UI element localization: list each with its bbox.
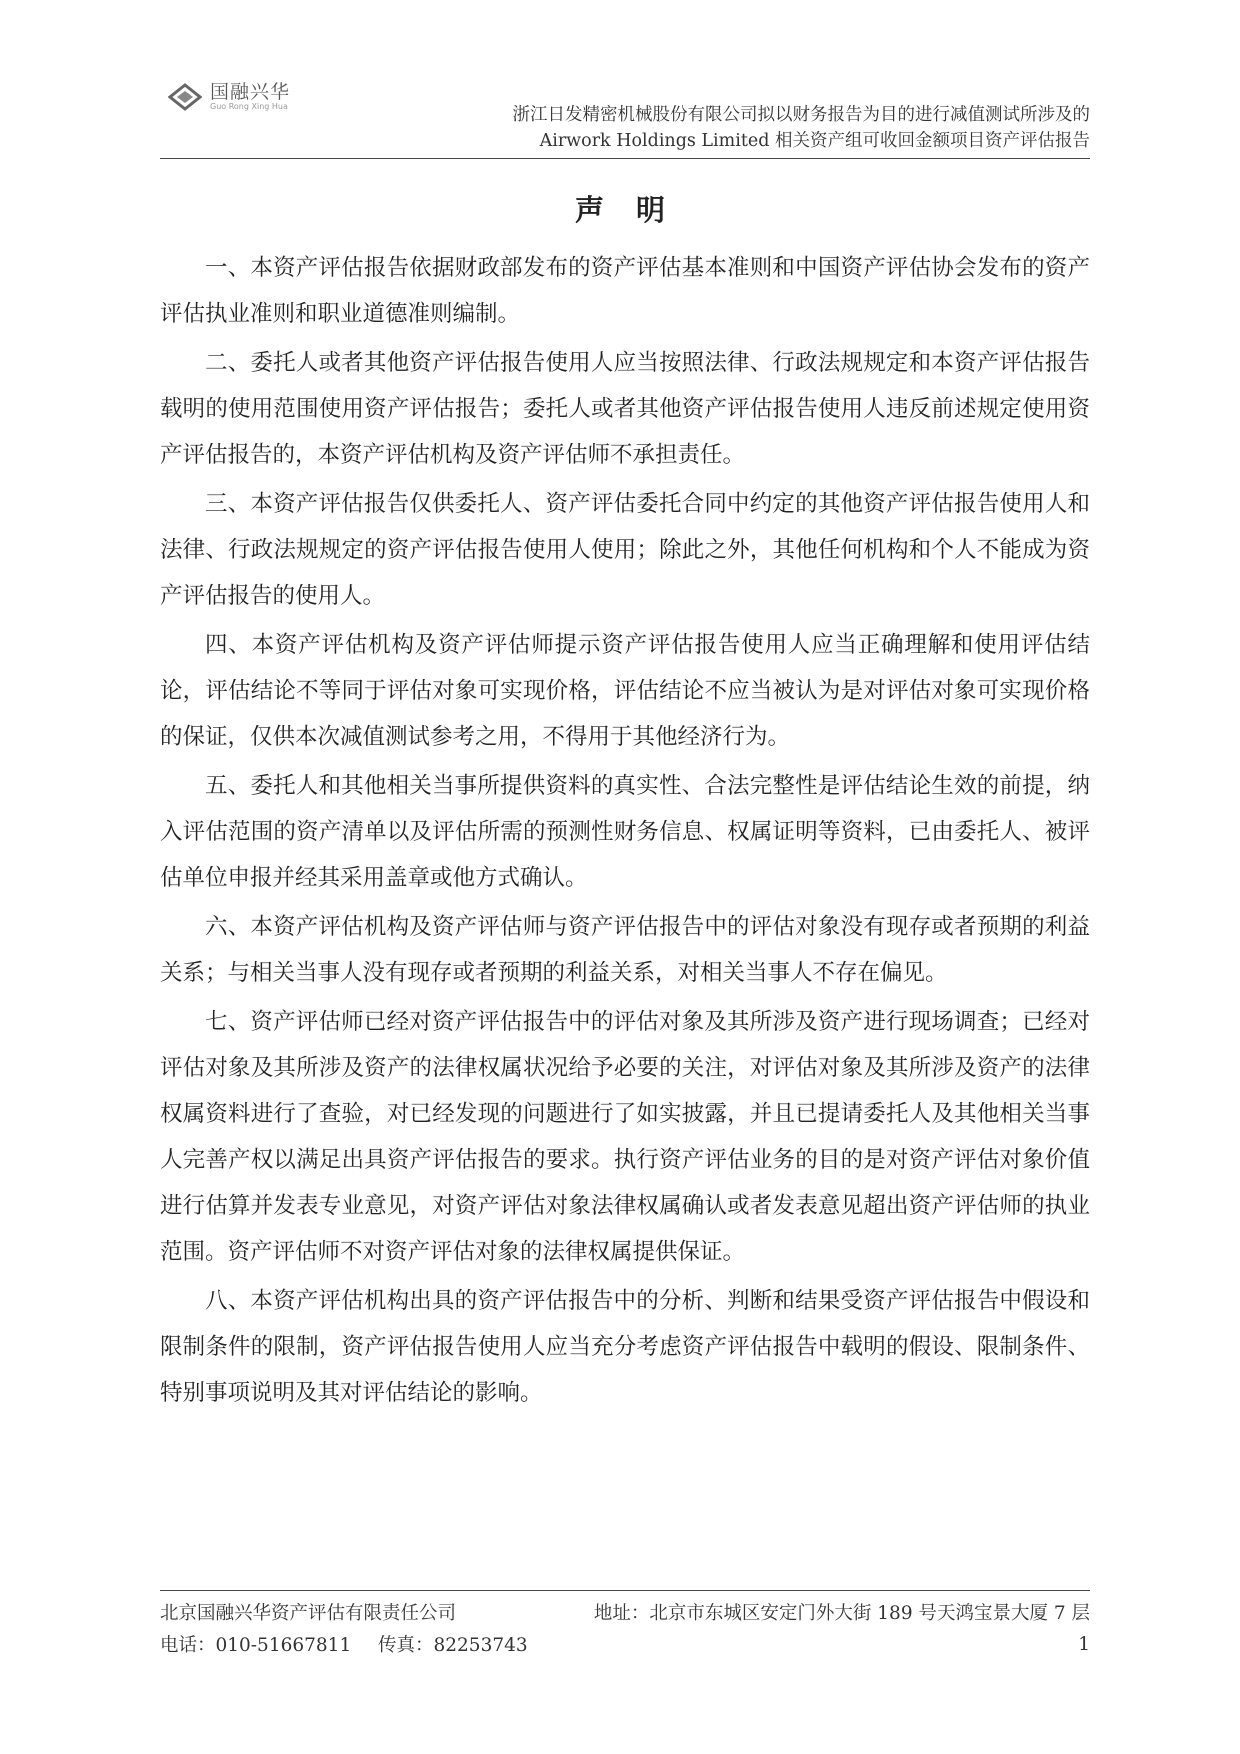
statement-paragraph: 一、本资产评估报告依据财政部发布的资产评估基本准则和中国资产评估协会发布的资产评估执业准则和职业道德准则编制。 (160, 255, 1090, 327)
report-header (513, 102, 1091, 154)
statement-paragraph: 二、委托人或者其他资产评估报告使用人应当按照法律、行政法规规定和本资产评估报告载明的使用范围使用资产评估报告；委托人或者其他资产评估报告使用人违反前述规定使用资产评估报告的，本资产评估机构及资产评估师不承担责任。 (160, 350, 1090, 468)
statement-body (160, 245, 1090, 1419)
company-logo (168, 82, 290, 112)
logo-subtext: Guo Rong Xing Hua (210, 101, 288, 111)
logo-emblem-icon (168, 83, 202, 111)
statement-paragraph: 七、资产评估师已经对资产评估报告中的评估对象及其所涉及资产进行现场调查；已经对评估对象及其所涉及资产的法律权属状况给予必要的关注，对评估对象及其所涉及资产的法律权属资料进行了查验，对已经发现的问题进行了如实披露，并且已提请委托人及其他相关当事人完善产权以满足出具资产评估报告的要求。执行资产评估业务的目的是对资产评估对象价值进行估算并发表专业意见，对资产评估对象法律权属确认或者发表意见超出资产评估师的执业范围。资产评估师不对资产评估对象的法律权属提供保证。 (160, 1009, 1090, 1265)
footer-divider (160, 1590, 1090, 1591)
footer-company: 北京国融兴华资产评估有限责任公司 (160, 1603, 457, 1624)
statement-paragraph: 八、本资产评估机构出具的资产评估报告中的分析、判断和结果受资产评估报告中假设和限制条件的限制，资产评估报告使用人应当充分考虑资产评估报告中载明的假设、限制条件、特别事项说明及其对评估结论的影响。 (160, 1288, 1090, 1406)
report-title-line-1: 浙江日发精密机械股份有限公司拟以财务报告为目的进行减值测试所涉及的 (512, 105, 1090, 125)
report-title-line-2: Airwork Holdings Limited 相关资产组可收回金额项目资产评估报告 (539, 131, 1090, 151)
statement-paragraph: 四、本资产评估机构及资产评估师提示资产评估报告使用人应当正确理解和使用评估结论，评估结论不等同于评估对象可实现价格，评估结论不应当被认为是对评估对象可实现价格的保证，仅供本次减值测试参考之用，不得用于其他经济行为。 (160, 632, 1090, 750)
logo-text: 国融兴华 (210, 81, 291, 103)
footer-phone: 电话：010-51667811 (160, 1635, 352, 1656)
statement-paragraph: 六、本资产评估机构及资产评估师与资产评估报告中的评估对象没有现存或者预期的利益关系；与相关当事人没有现存或者预期的利益关系，对相关当事人不存在偏见。 (160, 914, 1090, 986)
header-divider (160, 158, 1090, 159)
footer-address: 地址：北京市东城区安定门外大街 189 号天鸿宝景大厦 7 层 (593, 1603, 1090, 1624)
footer-fax: 传真：82253743 (378, 1635, 528, 1656)
page-footer (160, 1596, 1090, 1660)
statement-paragraph: 五、委托人和其他相关当事所提供资料的真实性、合法完整性是评估结论生效的前提，纳入评估范围的资产清单以及评估所需的预测性财务信息、权属证明等资料，已由委托人、被评估单位申报并经其采用盖章或他方式确认。 (160, 773, 1090, 891)
page-number: 1 (1078, 1633, 1090, 1655)
statement-paragraph: 三、本资产评估报告仅供委托人、资产评估委托合同中约定的其他资产评估报告使用人和法律、行政法规规定的资产评估报告使用人使用；除此之外，其他任何机构和个人不能成为资产评估报告的使用人。 (160, 491, 1090, 609)
page-title: 声明 (574, 193, 697, 227)
